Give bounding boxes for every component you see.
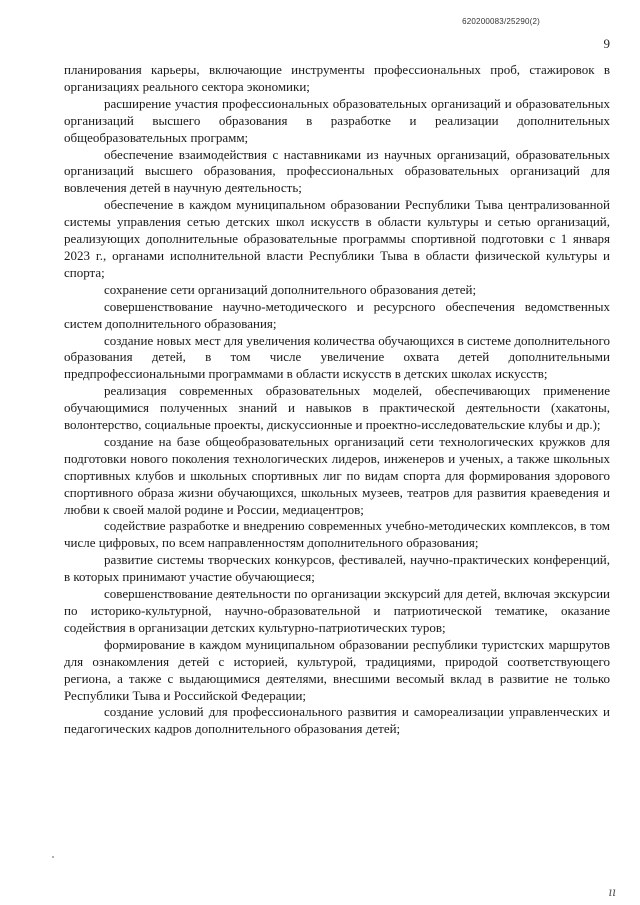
paragraph-2: расширение участия профессиональных образовательных организаций и образовательных организаций высшего образования в разработке и реализации дополнительных общеобразовательных программ;: [64, 95, 610, 145]
paragraph-13: формирование в каждом муниципальном образовании республики туристских маршрутов для ознакомления детей с историей, культурой, традициями, природой соответствующего региона, а также с выдающимися деятелями, внесшими весомый вклад в развитие не только Республики Тыва и Российской Федерации;: [64, 636, 610, 703]
paragraph-14: создание условий для профессионального развития и самореализации управленческих и педагогических кадров дополнительного образования детей;: [64, 704, 610, 737]
paragraph-7: создание новых мест для увеличения количества обучающихся в системе дополнительного образования детей, в том числе увеличение охвата детей дополнительными предпрофессиональными программами в области искусств в детских школах искусств;: [64, 332, 610, 382]
paragraph-6: совершенствование научно-методического и ресурсного обеспечения ведомственных систем дополнительного образования;: [64, 298, 610, 331]
paragraph-5: сохранение сети организаций дополнительного образования детей;: [104, 281, 477, 297]
paragraph-4: обеспечение в каждом муниципальном образовании Республики Тыва централизованной системы управления сетью детских школ искусств в области культуры и сетью организаций, реализующих дополнительные образовательные программы спортивной подготовки с 1 января 2023 г., органами исполнительной власти Республики Тыва в области физической культуры и спорта;: [64, 197, 610, 280]
paragraph-1: планирования карьеры, включающие инструменты профессиональных проб, стажировок в организациях реального сектора экономики;: [64, 62, 610, 94]
scan-speck: [52, 856, 54, 858]
paragraph-8: реализация современных образовательных моделей, обеспечивающих применение обучающимися полученных знаний и навыков в практической деятельности (хакатоны, волонтерство, социальные проекты, дискуссионные и проектно-исследовательские клубы и др.);: [64, 383, 610, 433]
paragraph-3: обеспечение взаимодействия с наставниками из научных организаций, образовательных организаций высшего образования, профессиональных образовательных организаций для вовлечения детей в научную деятельность;: [64, 146, 610, 196]
handwritten-mark-icon: ıı: [608, 885, 616, 899]
page-number: 9: [603, 36, 610, 51]
paragraph-9: создание на базе общеобразовательных организаций сети технологических кружков для подготовки нового поколения технологических лидеров, инженеров и ученых, а также школьных спортивных клубов и школьных спортивных лиг по видам спорта для формирования здорового спортивного образа жизни обучающихся, школьных музеев, театров для развития краеведения и любви к своей малой родине и России, медиацентров;: [64, 433, 610, 517]
document-code: 620200083/25290(2): [462, 17, 540, 26]
paragraph-10: содействие разработке и внедрению современных учебно-методических комплексов, в том числе цифровых, по всем направленностям дополнительного образования;: [64, 518, 610, 551]
paragraph-11: развитие системы творческих конкурсов, фестивалей, научно-практических конференций, в которых принимают участие обучающиеся;: [64, 552, 610, 585]
paragraph-12: совершенствование деятельности по организации экскурсий для детей, включая экскурсии по историко-культурной, научно-образовательной и патриотической тематике, оказание содействия в организации детских культурно-патриотических туров;: [64, 586, 610, 635]
document-body: [64, 62, 610, 738]
